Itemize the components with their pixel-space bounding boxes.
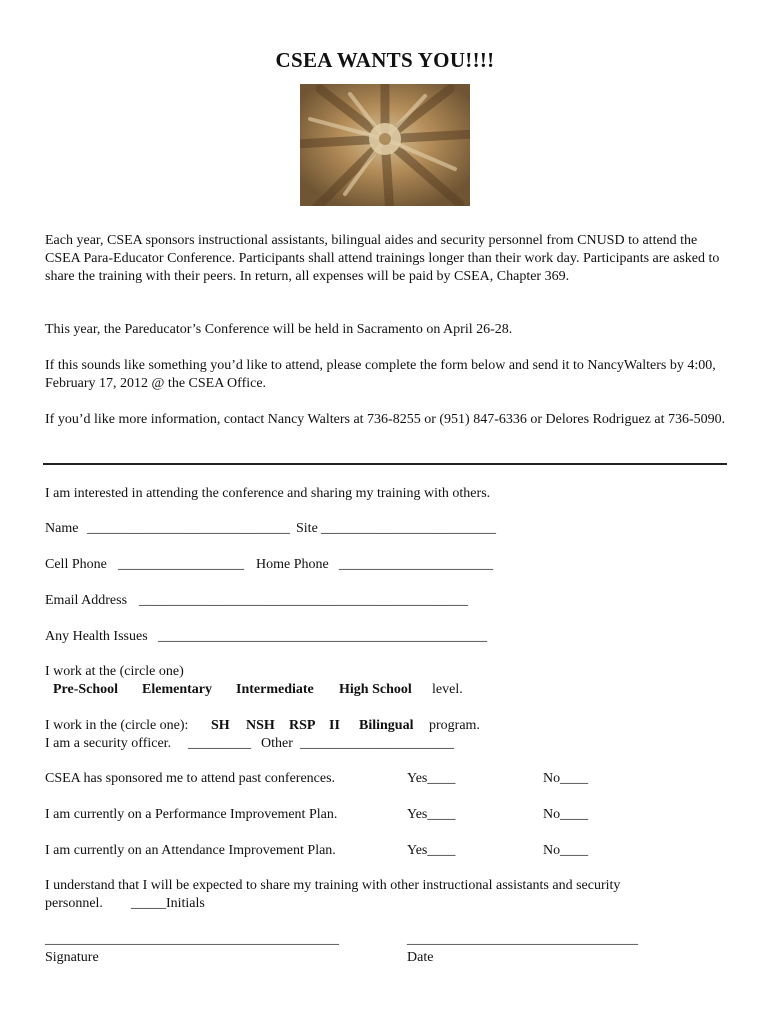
question-performance-plan-yes[interactable]: Yes____ [407,807,456,822]
other-label: Other [261,736,293,751]
program-option-bilingual[interactable]: Bilingual [359,718,414,733]
question-past-conferences-yes[interactable]: Yes____ [407,771,456,786]
understanding-text: I understand that I will be expected to share my training with other instructional assistants and security personnel. [45,878,621,911]
question-attendance-plan-yes[interactable]: Yes____ [407,843,456,858]
work-in-label: I work in the (circle one): [45,718,189,733]
level-option-intermediate[interactable]: Intermediate [236,682,314,697]
understanding-statement [45,877,685,913]
email-label: Email Address [45,593,128,608]
intro-paragraph-3: If this sounds like something you’d like to attend, please complete the form below and send it to NancyWalters by 4:00, February 17, 2012 @ the CSEA Office. [45,358,716,391]
initials-label: Initials [165,896,205,911]
hands-circle-image [300,84,470,206]
date-field[interactable]: _________________________________ [407,932,638,947]
question-attendance-plan-no[interactable]: No____ [543,843,589,858]
question-performance-plan: I am currently on a Performance Improvement Plan. [45,807,338,822]
signature-label: Signature [45,950,99,965]
security-officer-field[interactable]: _________ [188,736,251,751]
question-performance-plan-no[interactable]: No____ [543,807,589,822]
cell-phone-label: Cell Phone [45,557,107,572]
site-field[interactable]: _________________________ [321,521,496,536]
work-at-label: I work at the (circle one) [45,664,184,679]
health-issues-field[interactable]: _______________________________________________ [158,629,487,644]
hands-photo [300,84,470,206]
level-option-elementary[interactable]: Elementary [142,682,212,697]
question-past-conferences-no[interactable]: No____ [543,771,589,786]
section-divider [43,463,727,465]
health-issues-label: Any Health Issues [45,629,148,644]
interest-statement: I am interested in attending the conference and sharing my training with others. [45,486,491,501]
level-suffix: level. [432,682,463,697]
program-suffix: program. [429,718,480,733]
program-option-rsp[interactable]: RSP [289,718,316,733]
intro-paragraph-4: If you’d like more information, contact Nancy Walters at 736-8255 or (951) 847-6336 or Delores Rodriguez at 736-5090. [45,412,726,427]
program-option-ii[interactable]: II [329,718,340,733]
question-past-conferences: CSEA has sponsored me to attend past conferences. [45,771,336,786]
site-label: Site [296,521,318,536]
email-field[interactable]: _______________________________________________ [139,593,468,608]
cell-phone-field[interactable]: __________________ [118,557,244,572]
question-attendance-plan: I am currently on an Attendance Improvement Plan. [45,843,336,858]
date-label: Date [407,950,434,965]
level-option-high-school[interactable]: High School [339,682,412,697]
intro-paragraph-1: Each year, CSEA sponsors instructional assistants, bilingual aides and security personnel from CNUSD to attend the CSEA Para-Educator Conference. Participants shall attend trainings longer than their work day. Participants are asked to share the training with their peers. In return, all expenses will be paid by CSEA, Chapter 369. [45,233,720,284]
home-phone-field[interactable]: ______________________ [339,557,493,572]
intro-paragraph-2: This year, the Pareducator’s Conference will be held in Sacramento on April 26-28. [45,322,513,337]
home-phone-label: Home Phone [256,557,329,572]
initials-field[interactable]: _____ [130,896,166,911]
page-title: CSEA WANTS YOU!!!! [275,48,495,72]
name-label: Name [45,521,79,536]
other-field[interactable]: ______________________ [300,736,454,751]
signature-field[interactable]: __________________________________________ [45,932,339,947]
level-option-preschool[interactable]: Pre-School [53,682,119,697]
program-option-sh[interactable]: SH [211,718,230,733]
security-officer-label: I am a security officer. [45,736,172,751]
name-field[interactable]: _____________________________ [87,521,290,536]
program-option-nsh[interactable]: NSH [246,718,275,733]
